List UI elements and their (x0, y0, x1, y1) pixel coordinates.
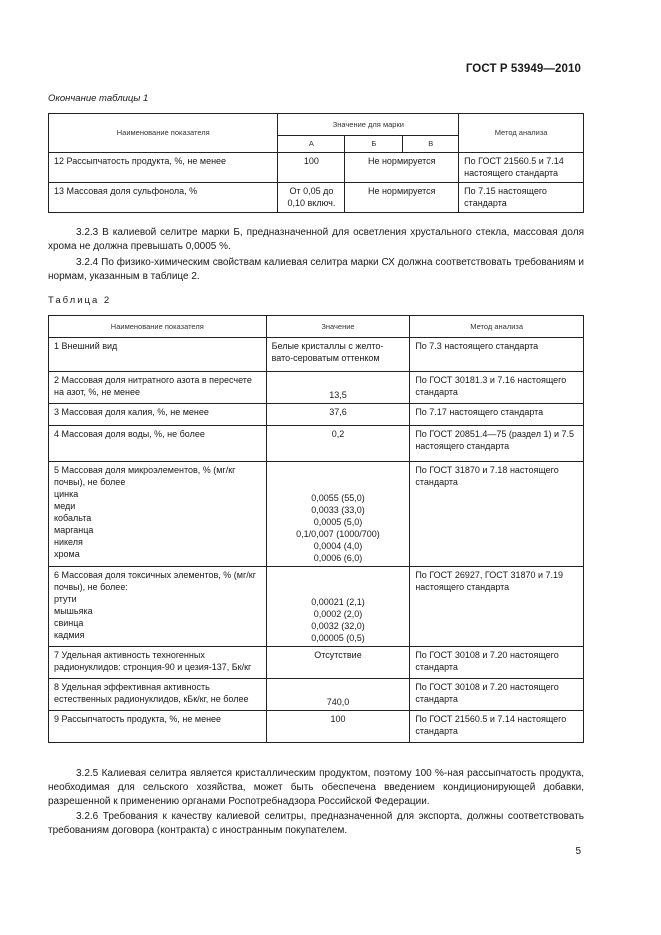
table-cell: 12 Рассыпчатость продукта, %, не менее (49, 153, 278, 183)
table-cell: По ГОСТ 21560.5 и 7.14 настоящего стандарта (410, 711, 584, 743)
table-row (49, 372, 584, 404)
table-cell (266, 567, 410, 647)
table-cell: По ГОСТ 20851.4—75 (раздел 1) и 7.5 настоящего стандарта (410, 426, 584, 462)
table-row (49, 711, 584, 743)
page-number: 5 (575, 846, 581, 857)
table-cell: 37,6 (266, 404, 410, 426)
table-cell: 740,0 (266, 679, 410, 711)
table-cell: 13,5 (266, 372, 410, 404)
table-row (49, 567, 584, 647)
value-item: 0,1/0,007 (1000/700) (296, 529, 380, 539)
table-row (49, 338, 584, 372)
paragraph-3-2-3 (48, 226, 584, 254)
table-cell: 100 (278, 153, 345, 183)
paragraph-text: 3.2.6 Требования к качеству калиевой селитры, предназначенной для экспорта, должны соответствовать требованиям договора (контракта) с иностранным покупателем. (48, 811, 584, 836)
table-cell: 7 Удельная активность техногенных радионуклидов: стронция-90 и цезия-137, Бк/кг (49, 647, 267, 679)
table1-header-v: В (403, 136, 459, 153)
table-cell: 8 Удельная эффективная активность естественных радионуклидов, кБк/кг, не более (49, 679, 267, 711)
table-cell: 2 Массовая доля нитратного азота в пересчете на азот, %, не менее (49, 372, 267, 404)
table-cell: От 0,05 до 0,10 включ. (278, 183, 345, 213)
value-item: 0,0005 (5,0) (313, 517, 363, 527)
table1-header-indicator: Наименование показателя (49, 114, 278, 153)
paragraph-text: 3.2.5 Калиевая селитра является кристаллическим продуктом, поэтому 100 %-ная рассыпчатость продукта, необходимая для сельского хозяйства, может быть обеспечена введением кондиционирующей добавки, разрешенной к применению органами Роспотребнадзора Российской Федерации. (48, 768, 584, 807)
paragraph-3-2-5 (48, 767, 584, 809)
table-cell: 0,2 (266, 426, 410, 462)
table-cell: 100 (266, 711, 410, 743)
table-row (49, 679, 584, 711)
table-cell: По ГОСТ 21560.5 и 7.14 настоящего стандарта (459, 153, 584, 183)
table-cell: 9 Рассыпчатость продукта, %, не менее (49, 711, 267, 743)
table1-header-a: А (278, 136, 345, 153)
table2-header-method: Метод анализа (410, 316, 584, 338)
table-cell: 13 Массовая доля сульфонола, % (49, 183, 278, 213)
paragraph-text: 3.2.4 По физико-химическим свойствам калиевая селитра марки СХ должна соответствовать требованиям и нормам, указанным в таблице 2. (48, 257, 584, 282)
table-row (49, 647, 584, 679)
list-item: марганца (54, 525, 94, 535)
list-item: свинца (54, 618, 84, 628)
table-cell: По ГОСТ 30108 и 7.20 настоящего стандарта (410, 647, 584, 679)
table1-header-method: Метод анализа (459, 114, 584, 153)
table-cell: Не нормируется (345, 153, 459, 183)
table-row (49, 404, 584, 426)
value-item: 0,00005 (0,5) (311, 633, 365, 643)
table-cell: По ГОСТ 30181.3 и 7.16 настоящего стандарта (410, 372, 584, 404)
value-item: 0,0033 (33,0) (311, 505, 365, 515)
table-row (49, 426, 584, 462)
table2-caption: Таблица 2 (48, 295, 112, 306)
table-cell (266, 462, 410, 567)
table-cell: Отсутствие (266, 647, 410, 679)
table-cell: По 7.3 настоящего стандарта (410, 338, 584, 372)
row-label: 5 Массовая доля микроэлементов, % (мг/кг почвы), не более (54, 465, 236, 487)
value-item: 0,0006 (6,0) (313, 553, 363, 563)
table1-header-value-group: Значение для марки (278, 114, 459, 136)
table1-caption: Окончание таблицы 1 (48, 93, 149, 104)
table-row (49, 153, 584, 183)
value-item: 0,00021 (2,1) (311, 597, 365, 607)
paragraph-text: 3.2.3 В калиевой селитре марки Б, предназначенной для осветления хрустального стекла, массовая доля хрома не должна превышать 0,0005 %. (48, 227, 584, 252)
value-item: 0,0032 (32,0) (311, 621, 365, 631)
paragraph-3-2-4 (48, 256, 584, 284)
document-code: ГОСТ Р 53949—2010 (465, 63, 581, 75)
table2-header-indicator: Наименование показателя (49, 316, 267, 338)
table-cell: Не нормируется (345, 183, 459, 213)
value-item: 0,0002 (2,0) (313, 609, 363, 619)
list-item: мышьяка (54, 606, 93, 616)
list-item: ртути (54, 594, 77, 604)
paragraph-3-2-6 (48, 810, 584, 838)
table-cell: 4 Массовая доля воды, %, не более (49, 426, 267, 462)
table-cell: По 7.17 настоящего стандарта (410, 404, 584, 426)
table1 (48, 113, 584, 213)
table-cell (49, 462, 267, 567)
table2-header-value: Значение (266, 316, 410, 338)
table-cell: По ГОСТ 31870 и 7.18 настоящего стандарта (410, 462, 584, 567)
list-item: меди (54, 501, 76, 511)
table-cell: По ГОСТ 30108 и 7.20 настоящего стандарта (410, 679, 584, 711)
value-item: 0,0055 (55,0) (311, 493, 365, 503)
list-item: никеля (54, 537, 83, 547)
table-cell: 3 Массовая доля калия, %, не менее (49, 404, 267, 426)
table1-header-b: Б (345, 136, 403, 153)
table-cell: 1 Внешний вид (49, 338, 267, 372)
table-row (49, 183, 584, 213)
table-cell: По ГОСТ 26927, ГОСТ 31870 и 7.19 настоящего стандарта (410, 567, 584, 647)
list-item: кадмия (54, 630, 85, 640)
table-cell (49, 567, 267, 647)
table-row (49, 462, 584, 567)
value-item: 0,0004 (4,0) (313, 541, 363, 551)
list-item: цинка (54, 489, 79, 499)
list-item: хрома (54, 549, 80, 559)
table2 (48, 315, 584, 743)
table-cell: По 7.15 настоящего стандарта (459, 183, 584, 213)
table-cell: Белые кристаллы с желто-вато-сероватым оттенком (266, 338, 410, 372)
row-label: 6 Массовая доля токсичных элементов, % (мг/кг почвы), не более: (54, 570, 256, 592)
list-item: кобальта (54, 513, 92, 523)
